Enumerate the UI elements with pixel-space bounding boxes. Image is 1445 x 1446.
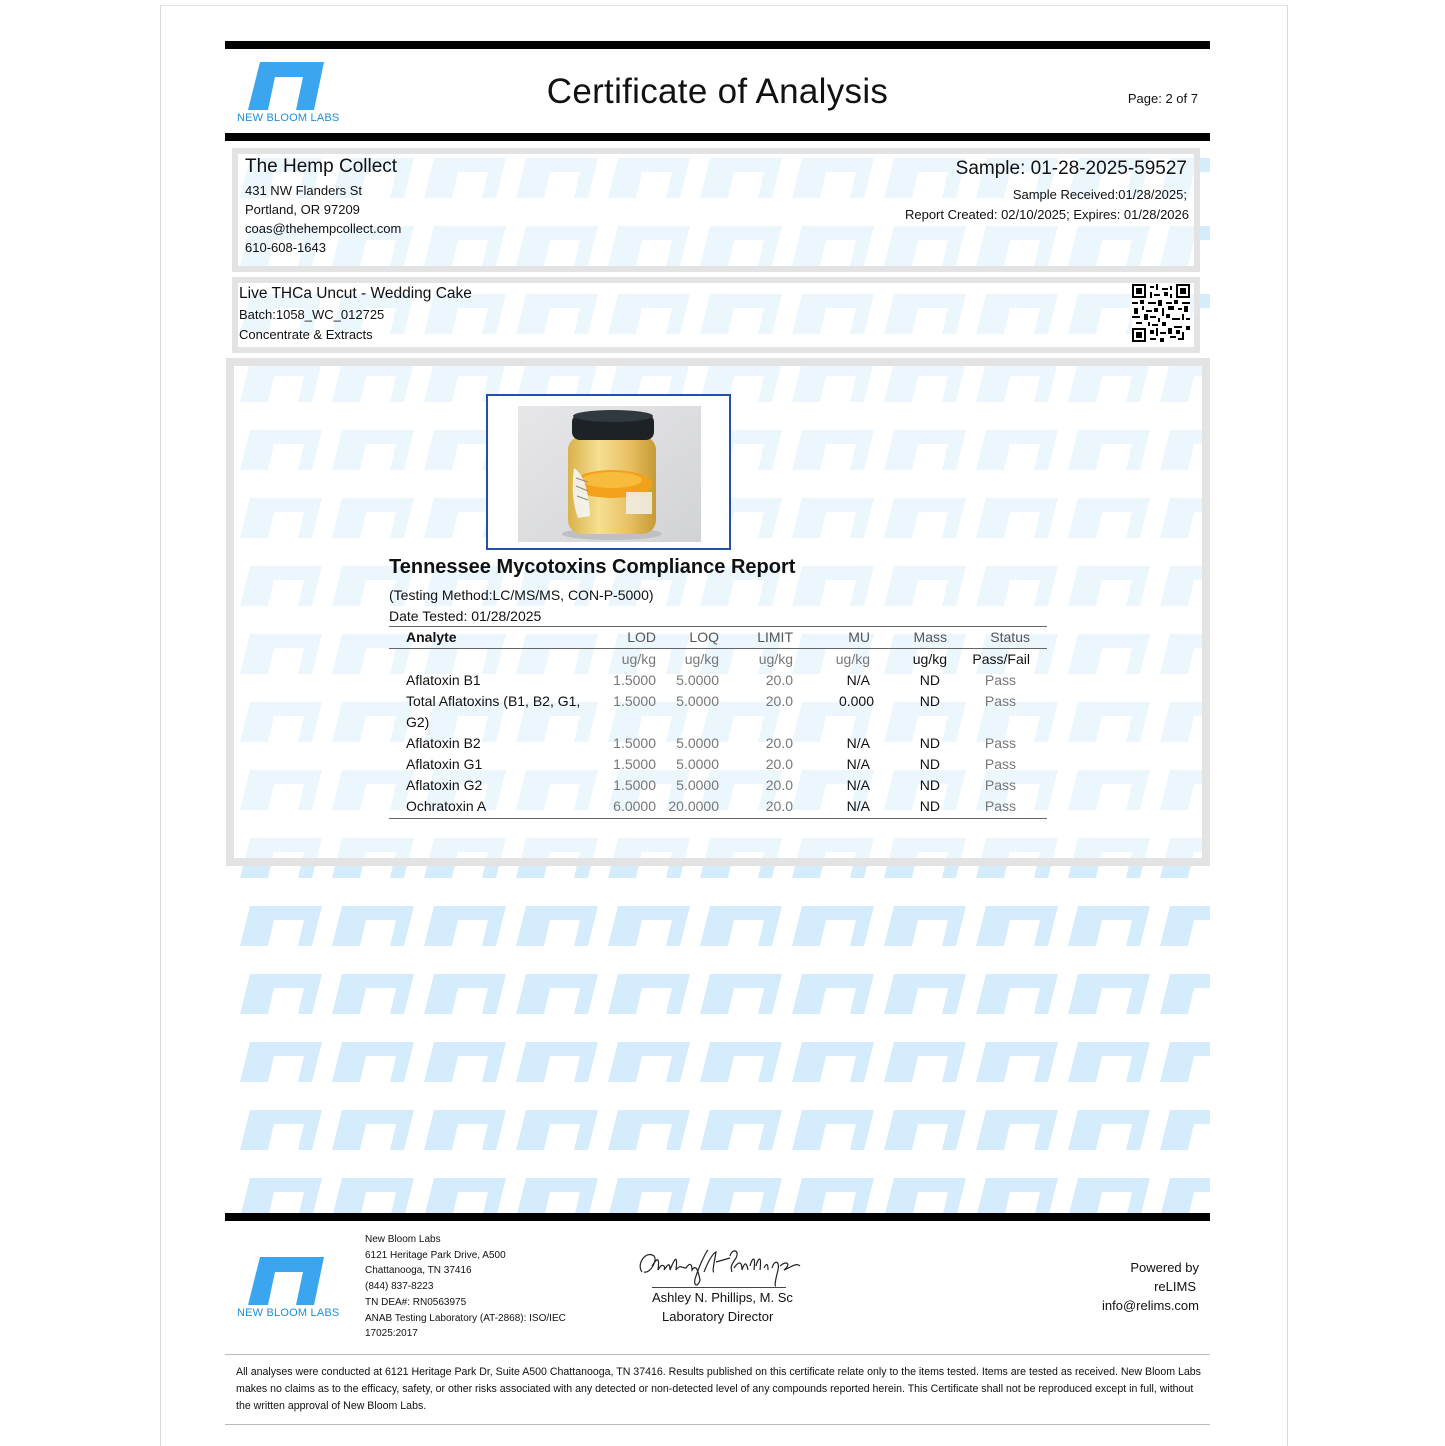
product-name: Live THCa Uncut - Wedding Cake bbox=[239, 285, 472, 302]
logo-text: NEW BLOOM LABS bbox=[237, 112, 340, 124]
cell-status: Pass bbox=[984, 672, 1016, 688]
cell-analyte: Aflatoxin G2 bbox=[406, 777, 483, 793]
cell-analyte bbox=[389, 691, 593, 733]
header-rule bbox=[225, 133, 1210, 141]
cell-loq: 20.0000 bbox=[668, 798, 719, 814]
table-row bbox=[389, 775, 1047, 796]
sample-photo-frame[interactable] bbox=[486, 394, 731, 550]
unit-lod: ug/kg bbox=[621, 651, 656, 667]
client-address1: 431 NW Flanders St bbox=[245, 183, 363, 198]
table-row bbox=[389, 733, 1047, 754]
powered-by: Powered by bbox=[1130, 1260, 1199, 1275]
unit-limit: ug/kg bbox=[758, 651, 793, 667]
cell-limit: 20.0 bbox=[765, 798, 793, 814]
cell-limit: 20.0 bbox=[765, 777, 793, 793]
new-bloom-labs-logo bbox=[248, 62, 324, 115]
table-row bbox=[389, 754, 1047, 775]
lab-line: TN DEA#: RN0563975 bbox=[365, 1296, 467, 1308]
cell-mass: ND bbox=[919, 798, 940, 814]
cell-loq: 5.0000 bbox=[676, 693, 719, 709]
col-analyte: Analyte bbox=[389, 627, 593, 649]
cell-mass: ND bbox=[919, 756, 940, 772]
qr-code[interactable] bbox=[1132, 284, 1190, 342]
cell-loq: 5.0000 bbox=[676, 735, 719, 751]
report-date-tested: Date Tested: 01/28/2025 bbox=[389, 608, 542, 624]
lab-address-block bbox=[365, 1232, 566, 1342]
cell-analyte: Aflatoxin G1 bbox=[406, 756, 483, 772]
disclaimer-bottom-divider bbox=[225, 1424, 1210, 1425]
cell-loq: 5.0000 bbox=[676, 777, 719, 793]
lab-line: (844) 837-8223 bbox=[365, 1281, 434, 1293]
signer-title: Laboratory Director bbox=[662, 1309, 774, 1324]
client-name: The Hemp Collect bbox=[245, 156, 398, 177]
unit-status: Pass/Fail bbox=[972, 651, 1030, 667]
cell-mu: 0.000 bbox=[838, 693, 874, 709]
cell-lod: 1.5000 bbox=[613, 756, 656, 772]
lab-line: New Bloom Labs bbox=[365, 1234, 441, 1245]
disclaimer-text: All analyses were conducted at 6121 Heritage Park Dr, Suite A500 Chattanooga, TN 37416. Results published on this certificate relate only to the items tested. Items are tested as received. New Bloom Labs makes no claims as to the efficacy, safety, or other risks associated with any detected or non-detected level of any compounds reported herein. This Certificate shall not be reproduced except in full, without the written approval of New Bloom Labs. bbox=[236, 1366, 1201, 1412]
col-mass: Mass bbox=[882, 627, 952, 649]
col-limit: LIMIT bbox=[726, 627, 804, 649]
col-status: Status bbox=[952, 627, 1047, 649]
client-address2: Portland, OR 97209 bbox=[245, 202, 360, 217]
cell-limit: 20.0 bbox=[765, 672, 793, 688]
cell-status: Pass bbox=[984, 777, 1016, 793]
cell-limit: 20.0 bbox=[765, 735, 793, 751]
page-title: Certificate of Analysis bbox=[546, 72, 889, 111]
table-row bbox=[389, 670, 1047, 691]
report-title: Tennessee Mycotoxins Compliance Report bbox=[389, 556, 796, 578]
cell-limit: 20.0 bbox=[765, 693, 793, 709]
cell-mass: ND bbox=[919, 693, 940, 709]
sample-jar-photo bbox=[518, 406, 701, 542]
powered-name[interactable]: reLIMS bbox=[1154, 1279, 1196, 1294]
powered-email[interactable]: info@relims.com bbox=[1102, 1298, 1199, 1313]
lab-line: ANAB Testing Laboratory (AT-2868): ISO/IEC bbox=[365, 1312, 566, 1324]
cell-mass: ND bbox=[919, 735, 940, 751]
page-number: Page: 2 of 7 bbox=[1127, 91, 1198, 106]
table-row bbox=[389, 691, 1047, 733]
cell-status: Pass bbox=[984, 693, 1016, 709]
analyte-line1: Total Aflatoxins (B1, B2, G1, bbox=[406, 693, 581, 709]
cell-loq: 5.0000 bbox=[676, 756, 719, 772]
table-row bbox=[389, 796, 1047, 819]
analyte-line2: G2) bbox=[406, 714, 430, 730]
footer-rule bbox=[225, 1213, 1210, 1221]
cell-analyte: Ochratoxin A bbox=[406, 798, 487, 814]
cell-mu: N/A bbox=[846, 735, 870, 751]
unit-loq: ug/kg bbox=[684, 651, 719, 667]
col-mu: MU bbox=[804, 627, 882, 649]
cell-mass: ND bbox=[919, 672, 940, 688]
signer-name: Ashley N. Phillips, M. Sc bbox=[652, 1290, 793, 1305]
cell-status: Pass bbox=[984, 798, 1016, 814]
disclaimer-top-divider bbox=[225, 1354, 1210, 1355]
report-method: (Testing Method:LC/MS/MS, CON-P-5000) bbox=[389, 587, 654, 603]
cell-status: Pass bbox=[984, 756, 1016, 772]
cell-lod: 1.5000 bbox=[613, 672, 656, 688]
unit-analyte bbox=[389, 649, 593, 671]
col-loq: LOQ bbox=[656, 627, 726, 649]
footer-logo bbox=[248, 1257, 324, 1310]
cell-mu: N/A bbox=[846, 756, 870, 772]
unit-mu: ug/kg bbox=[835, 651, 870, 667]
col-lod: LOD bbox=[593, 627, 656, 649]
cell-loq: 5.0000 bbox=[676, 672, 719, 688]
top-rule bbox=[225, 41, 1210, 49]
lab-line: 17025:2017 bbox=[365, 1328, 418, 1340]
report-created: Report Created: 02/10/2025; Expires: 01/28/2026 bbox=[904, 207, 1189, 222]
table-header-row bbox=[389, 627, 1047, 649]
cell-mu: N/A bbox=[846, 672, 870, 688]
units-row bbox=[389, 649, 1047, 671]
unit-mass: ug/kg bbox=[912, 651, 947, 667]
cell-lod: 6.0000 bbox=[613, 798, 656, 814]
cell-analyte: Aflatoxin B2 bbox=[406, 735, 481, 751]
cell-limit: 20.0 bbox=[765, 756, 793, 772]
signature-line bbox=[652, 1287, 786, 1288]
cell-analyte: Aflatoxin B1 bbox=[406, 672, 481, 688]
sample-received: Sample Received:01/28/2025; bbox=[1012, 187, 1187, 202]
cell-lod: 1.5000 bbox=[613, 777, 656, 793]
lab-line: Chattanooga, TN 37416 bbox=[365, 1265, 472, 1277]
cell-mu: N/A bbox=[846, 777, 870, 793]
sample-id: Sample: 01-28-2025-59527 bbox=[955, 158, 1187, 179]
cell-lod: 1.5000 bbox=[613, 693, 656, 709]
lab-line: 6121 Heritage Park Drive, A500 bbox=[365, 1249, 506, 1261]
cell-mass: ND bbox=[919, 777, 940, 793]
cell-lod: 1.5000 bbox=[613, 735, 656, 751]
cell-status: Pass bbox=[984, 735, 1016, 751]
client-phone: 610-608-1643 bbox=[245, 240, 326, 255]
product-batch: Batch:1058_WC_012725 bbox=[239, 307, 385, 322]
footer-logo-text: NEW BLOOM LABS bbox=[237, 1307, 340, 1319]
client-email: coas@thehempcollect.com bbox=[245, 221, 402, 236]
product-category: Concentrate & Extracts bbox=[239, 327, 373, 342]
cell-mu: N/A bbox=[846, 798, 870, 814]
results-table bbox=[389, 626, 1047, 819]
